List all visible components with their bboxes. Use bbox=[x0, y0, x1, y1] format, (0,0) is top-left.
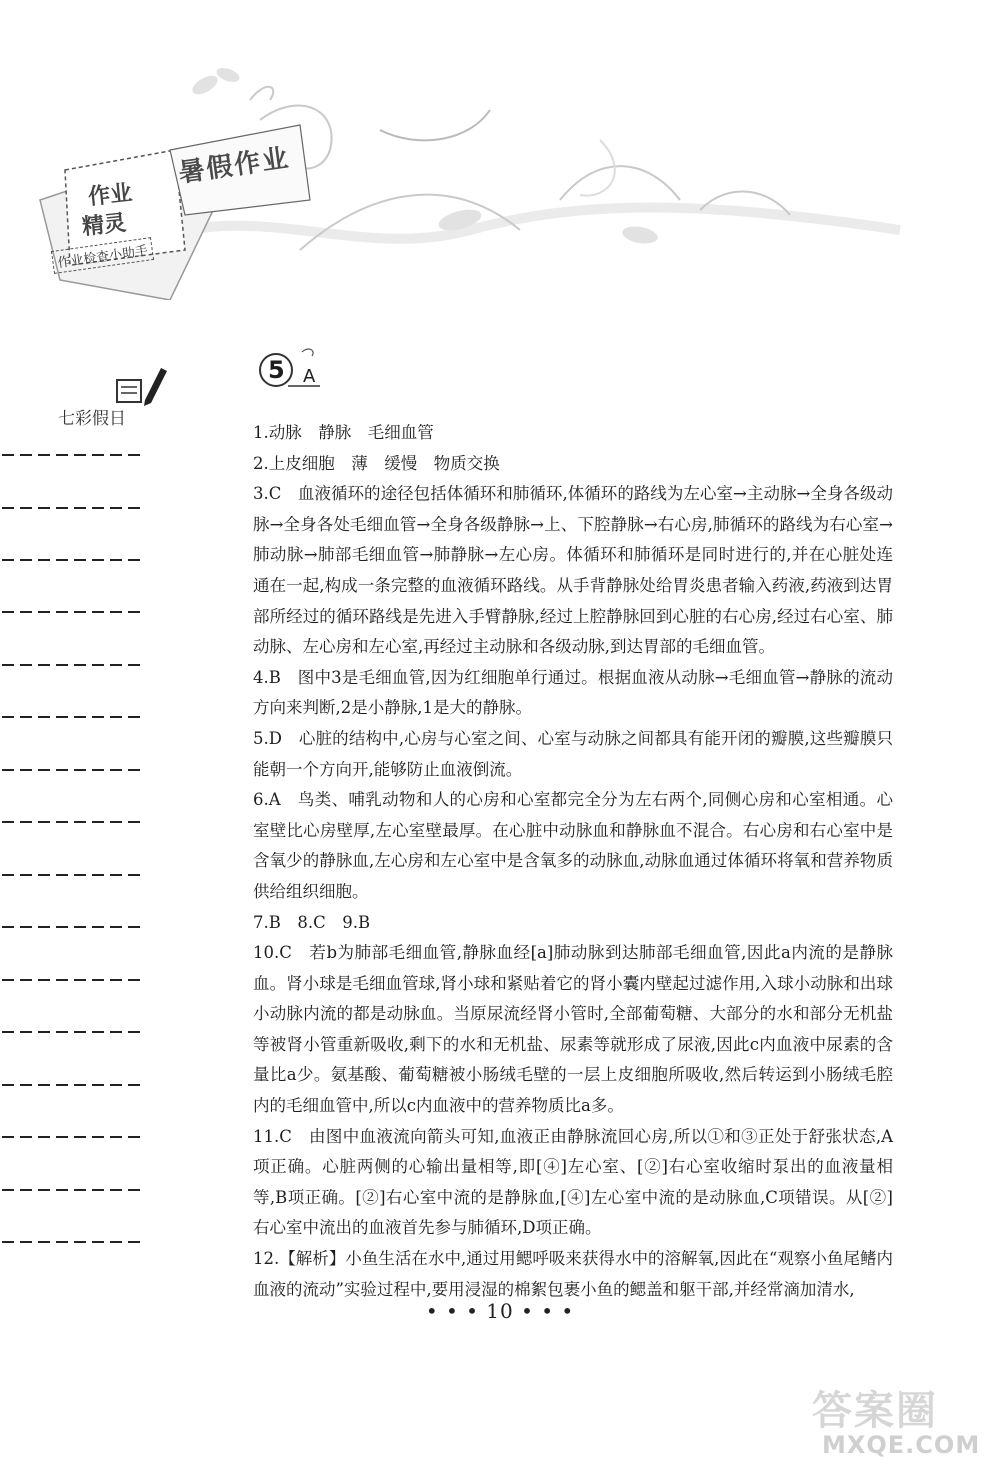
answer-item: 3.C 血液循环的途径包括体循环和肺循环,体循环的路线为左心室→主动脉→全身各级动脉→全身各处毛细血管→全身各级静脉→上、下腔静脉→右心房,肺循环的路线为右心室→肺动脉→肺部毛细血管→肺静脉→左心房。体循环和肺循环是同时进行的,并在心脏处连通在一起,构成一条完整的血液循环路线。从手背静脉处给胃炎患者输入药液,药液到达胃部所经过的循环路线是先进入手臂静脉,经过上腔静脉回到心脏的右心房,经过右心室、肺动脉、左心房和左心室,再经过主动脉和各级动脉,到达胃部的毛细血管。 bbox=[253, 484, 893, 657]
badge-line1: 作业 bbox=[87, 180, 134, 211]
banner-title: 暑假作业 bbox=[176, 143, 292, 189]
answer-item: 2.上皮细胞 薄 缓慢 物质交换 bbox=[253, 453, 500, 473]
answer-item: 7.B 8.C 9.B bbox=[253, 912, 371, 932]
unit-badge bbox=[258, 346, 328, 408]
badge-subtitle: 作业检查小助手 bbox=[51, 237, 154, 274]
note-lines bbox=[0, 360, 150, 1260]
answer-item: 4.B 图中3是毛细血管,因为红细胞单行通过。根据血液从动脉→毛细血管→静脉的流动方向来判断,2是小静脉,1是大的静脉。 bbox=[253, 667, 893, 718]
answer-item: 12.【解析】小鱼生活在水中,通过用鳃呼吸来获得水中的溶解氧,因此在“观察小鱼尾鳍内血液的流动”实验过程中,要用浸湿的棉絮包裹小鱼的鳃盖和躯干部,并经常滴加清水, bbox=[253, 1249, 893, 1299]
header-banner bbox=[0, 0, 1000, 300]
unit-section: A bbox=[303, 366, 316, 387]
page-number: • • • 10 • • • bbox=[425, 1299, 575, 1323]
sidebar-label: 七彩假日 bbox=[58, 409, 126, 429]
answer-item: 1.动脉 静脉 毛细血管 bbox=[253, 423, 434, 442]
watermark-bottom: MXQE.COM bbox=[822, 1431, 981, 1459]
answer-item: 5.D 心脏的结构中,心房与心室之间、心室与动脉之间都具有能开闭的瓣膜,这些瓣膜只能朝一个方向开,能够防止血液倒流。 bbox=[253, 728, 893, 779]
answer-item: 11.C 由图中血液流向箭头可知,血液正由静脉流回心房,所以①和③正处于舒张状态,A项正确。心脏两侧的心输出量相等,即[④]左心室、[②]右心室收缩时泵出的血液量相等,B项正确。[②]右心室中流的是静脉血,[④]左心室中流的是动脉血,C项错误。从[②]右心室中流出的血液首先参与肺循环,D项正确。 bbox=[253, 1126, 893, 1238]
watermark-top: 答案圈 bbox=[812, 1388, 938, 1434]
answer-item: 10.C 若b为肺部毛细血管,静脉血经[a]肺动脉到达肺部毛细血管,因此a内流的是静脉血。肾小球是毛细血管球,肾小球和紧贴着它的肾小囊内壁起过滤作用,入球小动脉和出球小动脉内流的都是动脉血。当原尿流经肾小管时,全部葡萄糖、大部分的水和部分无机盐等被肾小管重新吸收,剩下的水和无机盐、尿素等就形成了尿液,因此c内血液中尿素的含量比a少。氨基酸、葡萄糖被小肠绒毛壁的一层上皮细胞所吸收,然后转运到小肠绒毛腔内的毛细血管中,所以c内血液中的营养物质比a多。 bbox=[253, 943, 893, 1116]
answer-item: 6.A 鸟类、哺乳动物和人的心房和心室都完全分为左右两个,同侧心房和心室相通。心室壁比心房壁厚,左心室壁最厚。在心脏中动脉血和静脉血不混合。右心房和右心室中是含氧少的静脉血,左心房和左心室中是含氧多的动脉血,动脉血通过体循环将氧和营养物质供给组织细胞。 bbox=[253, 790, 893, 901]
watermark bbox=[792, 1375, 992, 1465]
unit-number: 5 bbox=[268, 356, 285, 384]
badge-line2: 精灵 bbox=[81, 210, 128, 241]
answer-list bbox=[253, 418, 893, 1305]
